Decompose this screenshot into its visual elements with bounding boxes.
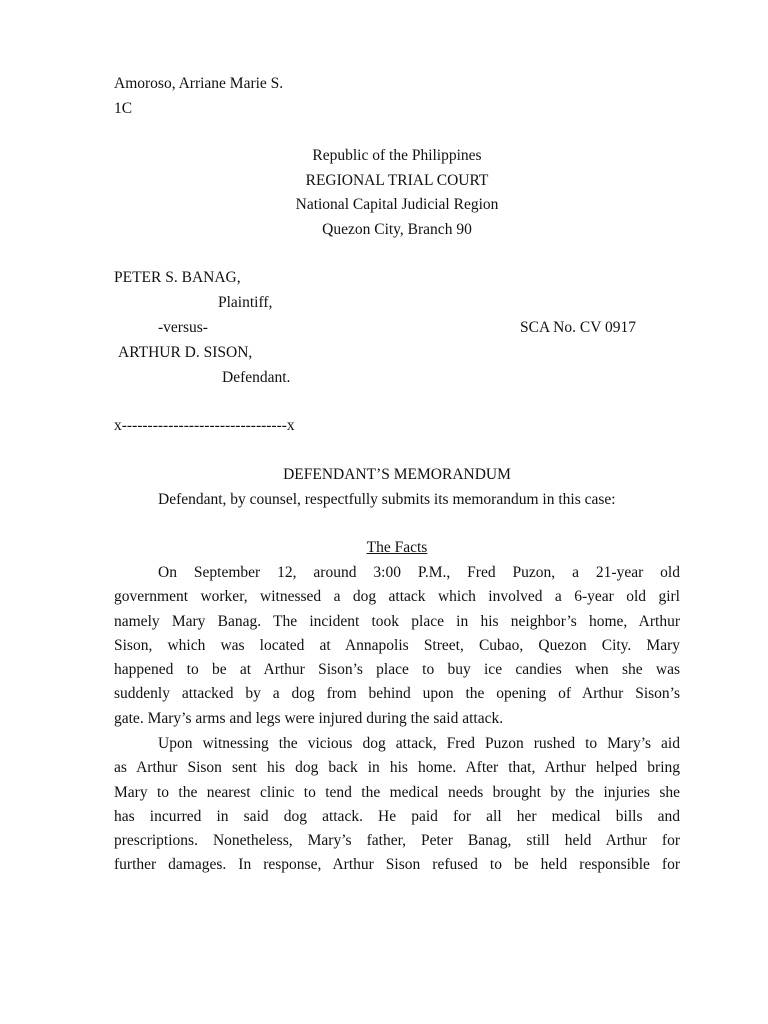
defendant-role: Defendant.: [222, 369, 291, 386]
paragraph-line: Upon witnessing the vicious dog attack, Fred Puzon rushed to Mary’s aid: [158, 735, 680, 752]
paragraph-line: as Arthur Sison sent his dog back in his home. After that, Arthur helped bring: [114, 759, 680, 777]
plaintiff-name: PETER S. BANAG,: [114, 269, 241, 286]
facts-heading: The Facts: [366, 539, 428, 556]
paragraph-line: has incurred in said dog attack. He paid for all her medical bills and: [114, 807, 680, 825]
paragraph-line: gate. Mary’s arms and legs were injured during the said attack.: [114, 709, 504, 727]
court-branch: Quezon City, Branch 90: [322, 221, 472, 238]
case-number: SCA No. CV 0917: [520, 319, 636, 336]
paragraph-line: government worker, witnessed a dog attack which involved a 6-year old girl: [114, 588, 680, 606]
paragraph-line: happened to be at Arthur Sison’s place to buy ice candies when she was: [114, 661, 680, 679]
paragraph-line: On September 12, around 3:00 P.M., Fred Puzon, a 21-year old: [158, 564, 680, 581]
facts-paragraph-2: [114, 732, 680, 878]
court-name: REGIONAL TRIAL COURT: [305, 172, 489, 189]
caption-separator: x--------------------------------x: [114, 417, 295, 434]
paragraph-line: suddenly attacked by a dog from behind upon the opening of Arthur Sison’s: [114, 685, 680, 703]
defendant-name: ARTHUR D. SISON,: [118, 344, 253, 361]
paragraph-line: prescriptions. Nonetheless, Mary’s father, Peter Banag, still held Arthur for: [114, 832, 680, 850]
section-label: 1C: [114, 100, 133, 117]
paragraph-line: Mary to the nearest clinic to tend the medical needs brought by the injuries she: [114, 783, 680, 801]
versus-label: -versus-: [158, 319, 208, 336]
plaintiff-role: Plaintiff,: [218, 294, 273, 311]
paragraph-line: further damages. In response, Arthur Sison refused to be held responsible for: [114, 856, 680, 874]
paragraph-line: Sison, which was located at Annapolis Street, Cubao, Quezon City. Mary: [114, 636, 680, 654]
court-republic: Republic of the Philippines: [312, 147, 482, 164]
memorandum-title: DEFENDANT’S MEMORANDUM: [283, 466, 511, 483]
memorandum-intro: Defendant, by counsel, respectfully submits its memorandum in this case:: [158, 491, 616, 508]
author-name: Amoroso, Arriane Marie S.: [114, 75, 284, 92]
court-region: National Capital Judicial Region: [295, 196, 499, 213]
facts-paragraph-1: [114, 561, 680, 731]
paragraph-line: namely Mary Banag. The incident took place in his neighbor’s home, Arthur: [114, 612, 680, 630]
